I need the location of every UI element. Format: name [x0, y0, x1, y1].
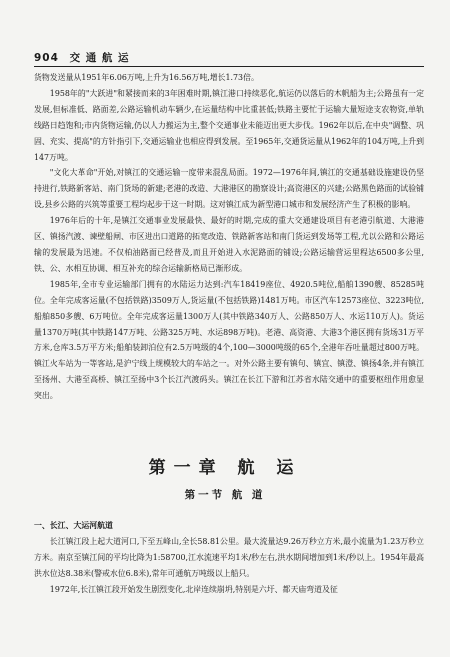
body-text: [34, 70, 424, 404]
paragraph: 1985年,全市专业运输部门拥有的水陆运力达到:汽车18419座位、4920.5吨位,船舶1390艘、85285吨位。全年完成客运量(不包括铁路)3509万人,货运量(不包括铁路)1481万吨。市区汽车12573座位、3223吨位,船舶850多艘、6万吨位。全年完成客运量1300万人(其中铁路340万人、公路850万人、水运110万人)。货运量1370万吨(其中铁路147万吨、公路325万吨、水运898万吨)。老港、高资港、大港3个港区拥有货场31万平方米,仓库3.5万平方米;船舶装卸泊位有2.5万吨级的4个,100—3000吨级的65个,全港年吞吐量超过800万吨。镇江火车站为一等客站,是沪宁线上规模较大的车站之一。对外公路主要有镇句、镇宜、镇澄、镇扬4条,并有镇江至扬州、大港至高桥、镇江至扬中3个长江汽渡码头。镇江在长江下游和江苏省水陆交通中的重要枢纽作用愈显突出。: [34, 279, 424, 401]
paragraph: 长江镇江段上起大道河口,下至五峰山,全长58.81公里。最大流量达9.26万秒立方米,最小流量为1.23万秒立方米。南京至镇江间的平均比降为1:58700,江水流速平均1米/秒左右,洪水期间增加到1米/秒以上。1954年最高洪水位达8.38米(警戒水位6.8米),常年可通航万吨级以上船只。: [34, 536, 424, 578]
section-body: [34, 518, 424, 598]
running-header: [34, 50, 424, 65]
paragraph: 1972年,长江镇江段开始发生剧烈变化,北岸连续崩坍,特别是六圩、都天庙弯道及征: [49, 584, 338, 594]
section-title: 第一节 航 道: [184, 489, 266, 501]
page-number: 904: [34, 52, 59, 64]
book-title: 交 通 航 运: [69, 52, 130, 64]
paragraph: 货物发送量从1951年6.06万吨,上升为16.56万吨,增长1.73倍。: [34, 73, 259, 82]
subheading: 一、长江、大运河航道: [34, 521, 113, 530]
paragraph: "文化大革命"开始,对镇江的交通运输一度带来混乱局面。1972—1976年间,镇江的交通基础设施建设仍坚持进行,铁路新客站、南门货场的新建;老港的改造、大港港区的勘察设计;高资港区的兴建;公路黑色路面的试验铺设,县乡公路的兴筑等重要工程均起步于这一时期。这对镇江成为新型港口城市和发展经济产生了积极的影响。: [34, 168, 424, 210]
header-rule: [34, 66, 424, 67]
chapter-title: 第一章 航 运: [148, 458, 302, 478]
paragraph: 1958年的"大跃进"和紧接而来的3年困难时期,镇江港口持续恶化,航运仍以落后的木帆船为主;公路虽有一定发展,但标准低、路面差,公路运输机动车辆少,在运量结构中比重甚低;铁路主要忙于运输大量短途支农物资,单轨线路日趋饱和;市内货物运输,仍以人力搬运为主,整个交通事业未能迈出更大步伐。1962年以后,在中央"调整、巩固、充实、提高"的方针指引下,交通运输业也相应得到发展。至1965年,交通货运量从1962年的104万吨,上升到147万吨。: [34, 88, 424, 162]
paragraph: 1976年后的十年,是镇江交通事业发展最快、最好的时期,完成的重大交通建设项目有老港引航道、大港港区、镇扬汽渡、谏壁船闸、市区进出口道路的拓宽改造、铁路新客站和南门货运到发场等工程,尤以公路和公路运输的发展最为迅速。不仅柏油路面已经普及,而且开始进入水泥路面的铺设;公路运输营运里程达6500多公里,铁、公、水相互协调、相互补充的综合运输新格局已渐形成。: [34, 216, 424, 273]
